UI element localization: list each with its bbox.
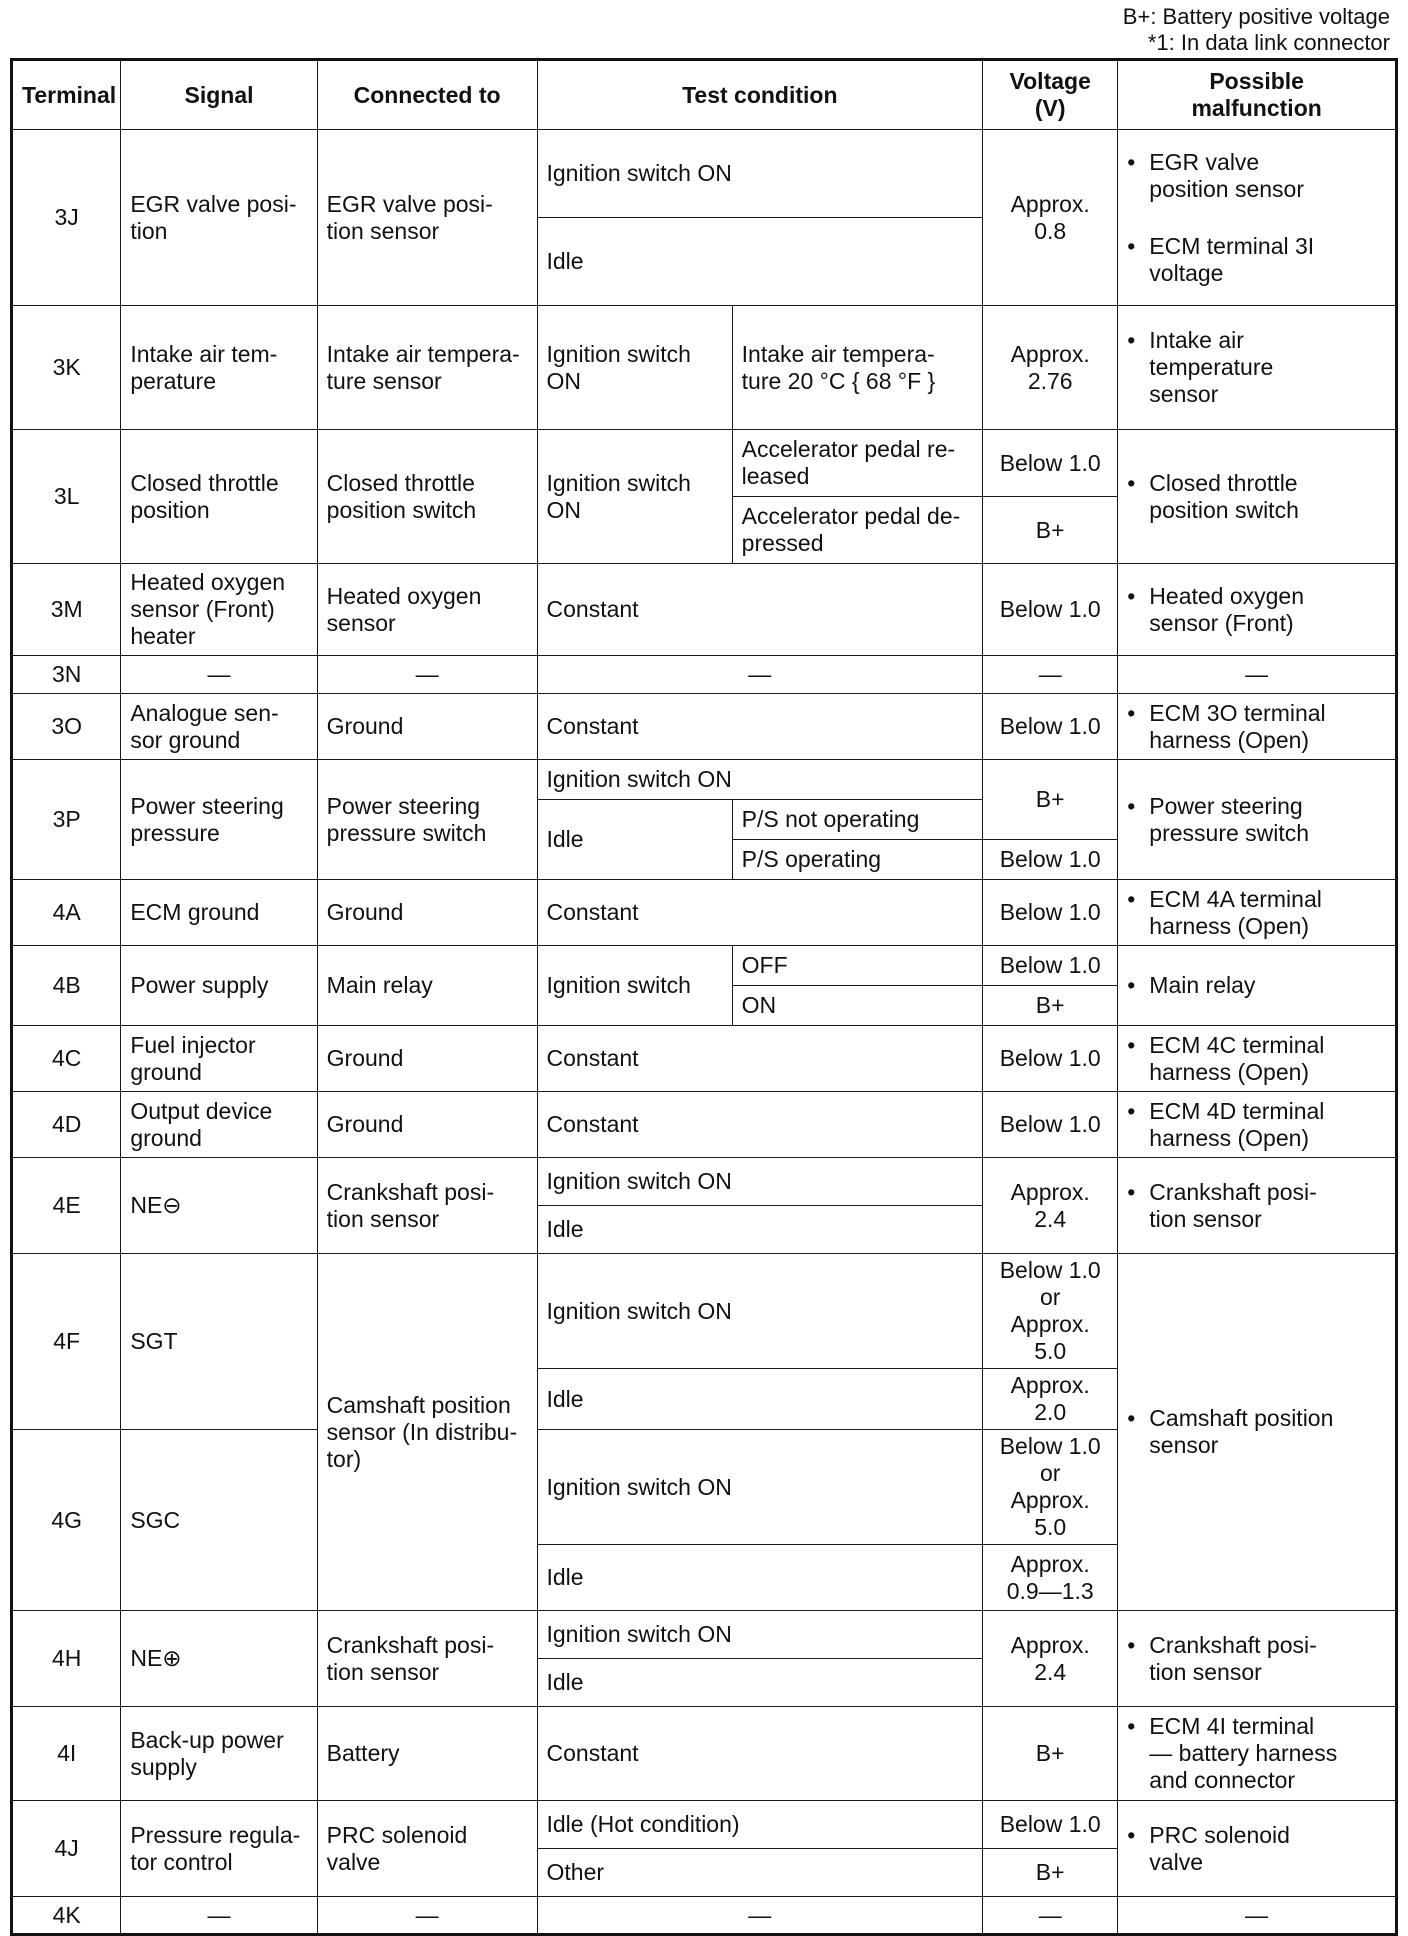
test-subcondition-cell: ON <box>732 986 982 1026</box>
bullet-icon: • <box>1127 1713 1136 1739</box>
table-row <box>12 1801 1397 1849</box>
voltage-cell: B+ <box>983 1849 1118 1897</box>
terminal-cell: 4I <box>12 1707 121 1801</box>
malfunction-cell <box>1118 1158 1397 1254</box>
malfunction-cell <box>1118 1707 1397 1801</box>
test-cell: Constant <box>537 694 983 760</box>
terminal-cell: 4G <box>12 1430 121 1611</box>
test-cell: Idle (Hot condition) <box>537 1801 983 1849</box>
legend-notes <box>1123 4 1390 56</box>
table-row <box>12 430 1397 497</box>
table-row <box>12 1158 1397 1206</box>
malfunction-text: ECM 4D terminal harness (Open) <box>1149 1097 1325 1151</box>
table-row <box>12 306 1397 430</box>
test-cell: Ignition switch ON <box>537 130 983 218</box>
malfunction-text: Heated oxygen sensor (Front) <box>1149 582 1305 636</box>
malfunction-text: Main relay <box>1149 972 1256 998</box>
test-cell: Ignition switch ON <box>537 760 983 800</box>
bullet-icon: • <box>1127 972 1136 998</box>
malfunction-text: Crankshaft posi- tion sensor <box>1149 1178 1317 1232</box>
test-cell: Ignition switch ON <box>537 1430 983 1545</box>
test-subcondition-cell: Accelerator pedal de- pressed <box>732 497 982 564</box>
test-subcondition-cell: OFF <box>732 946 982 986</box>
table-row <box>12 1026 1397 1092</box>
malfunction-cell <box>1118 694 1397 760</box>
test-cell: Ignition switch ON <box>537 306 732 430</box>
test-cell: Ignition switch ON <box>537 1611 983 1659</box>
connected-cell: PRC solenoid valve <box>317 1801 537 1897</box>
signal-cell: SGT <box>121 1254 317 1430</box>
voltage-cell: — <box>983 656 1118 694</box>
voltage-cell: Below 1.0 <box>983 946 1118 986</box>
malfunction-cell <box>1118 306 1397 430</box>
test-cell: Constant <box>537 1092 983 1158</box>
voltage-cell: Below 1.0 <box>983 1026 1118 1092</box>
table-row <box>12 1707 1397 1801</box>
connected-cell: Ground <box>317 1026 537 1092</box>
connected-cell: Heated oxygen sensor <box>317 564 537 656</box>
connected-cell: Intake air tempera- ture sensor <box>317 306 537 430</box>
malfunction-cell <box>1118 1801 1397 1897</box>
voltage-cell: Below 1.0 <box>983 430 1118 497</box>
malfunction-text: ECM 4I terminal — battery harness and connector <box>1149 1713 1338 1793</box>
table-row <box>12 656 1397 694</box>
header-voltage: Voltage (V) <box>983 60 1118 130</box>
signal-cell: Power supply <box>121 946 317 1026</box>
bullet-icon: • <box>1127 792 1136 819</box>
terminal-cell: 4A <box>12 880 121 946</box>
table-row <box>12 880 1397 946</box>
voltage-cell: Approx. 0.9—1.3 <box>983 1545 1118 1611</box>
malfunction-text: Power steering pressure switch <box>1149 792 1310 846</box>
test-subcondition-cell: P/S not operating <box>732 800 982 840</box>
test-cell: Other <box>537 1849 983 1897</box>
malfunction-cell <box>1118 1092 1397 1158</box>
test-subcondition-cell: Accelerator pedal re- leased <box>732 430 982 497</box>
terminal-cell: 3N <box>12 656 121 694</box>
malfunction-cell: — <box>1118 656 1397 694</box>
malfunction-cell <box>1118 1611 1397 1707</box>
voltage-cell: Below 1.0 or Approx. 5.0 <box>983 1430 1118 1545</box>
voltage-cell: B+ <box>983 760 1118 840</box>
voltage-cell: Approx. 2.0 <box>983 1369 1118 1430</box>
signal-cell: Intake air tem- perature <box>121 306 317 430</box>
malfunction-cell <box>1118 1026 1397 1092</box>
bullet-icon: • <box>1127 885 1136 912</box>
voltage-cell: — <box>983 1897 1118 1935</box>
bullet-icon: • <box>1127 148 1136 175</box>
malfunction-text: ECM terminal 3I voltage <box>1149 232 1315 286</box>
voltage-cell: Below 1.0 <box>983 694 1118 760</box>
signal-cell: Heated oxygen sensor (Front) heater <box>121 564 317 656</box>
header-possible-malfunction: Possible malfunction <box>1118 60 1397 130</box>
malfunction-text: Closed throttle position switch <box>1149 469 1299 523</box>
table-row <box>12 760 1397 800</box>
terminal-cell: 3M <box>12 564 121 656</box>
malfunction-text: ECM 4A terminal harness (Open) <box>1149 885 1322 939</box>
signal-cell: EGR valve posi- tion <box>121 130 317 306</box>
header-connected-to: Connected to <box>317 60 537 130</box>
bullet-icon: • <box>1127 327 1136 353</box>
signal-cell: — <box>121 1897 317 1935</box>
bullet-icon: • <box>1127 1097 1136 1124</box>
table-row <box>12 130 1397 218</box>
terminal-cell: 4K <box>12 1897 121 1935</box>
header-test-condition: Test condition <box>537 60 983 130</box>
test-subcondition-cell: P/S operating <box>732 840 982 880</box>
test-cell: Idle <box>537 1369 983 1430</box>
connected-cell: Ground <box>317 880 537 946</box>
signal-cell: SGC <box>121 1430 317 1611</box>
bullet-icon: • <box>1127 1178 1136 1205</box>
test-cell: Idle <box>537 1206 983 1254</box>
terminal-cell: 3K <box>12 306 121 430</box>
voltage-cell: Approx. 0.8 <box>983 130 1118 306</box>
note-battery: B+: Battery positive voltage <box>1122 4 1390 29</box>
malfunction-cell <box>1118 564 1397 656</box>
test-cell: Idle <box>537 1545 983 1611</box>
bullet-icon: • <box>1127 1031 1136 1058</box>
test-cell: Idle <box>537 1659 983 1707</box>
malfunction-text: Crankshaft posi- tion sensor <box>1149 1631 1317 1685</box>
table-row <box>12 1897 1397 1935</box>
test-subcondition-cell: Intake air tempera- ture 20 °C { 68 °F } <box>732 306 982 430</box>
connected-cell: — <box>317 1897 537 1935</box>
terminal-cell: 4D <box>12 1092 121 1158</box>
header-signal: Signal <box>121 60 317 130</box>
test-cell: Constant <box>537 880 983 946</box>
signal-cell: Analogue sen- sor ground <box>121 694 317 760</box>
test-cell: Ignition switch ON <box>537 430 732 564</box>
voltage-cell: Approx. 2.4 <box>983 1611 1118 1707</box>
bullet-icon: • <box>1127 1405 1136 1431</box>
malfunction-text: Intake air temperature sensor <box>1149 327 1274 407</box>
test-cell: Idle <box>537 800 732 880</box>
connected-cell: — <box>317 656 537 694</box>
test-cell: Constant <box>537 1707 983 1801</box>
signal-cell: Fuel injector ground <box>121 1026 317 1092</box>
voltage-cell: Below 1.0 <box>983 1801 1118 1849</box>
table-row <box>12 564 1397 656</box>
header-terminal: Terminal <box>12 60 121 130</box>
signal-cell: Closed throttle position <box>121 430 317 564</box>
malfunction-cell <box>1118 946 1397 1026</box>
terminal-cell: 4C <box>12 1026 121 1092</box>
malfunction-text: EGR valve position sensor <box>1149 148 1304 202</box>
connected-cell: Camshaft position sensor (In distribu- tor) <box>317 1254 537 1611</box>
malfunction-cell: — <box>1118 1897 1397 1935</box>
connected-cell: Battery <box>317 1707 537 1801</box>
bullet-icon: • <box>1127 469 1136 496</box>
voltage-cell: B+ <box>983 497 1118 564</box>
table-row <box>12 1254 1397 1369</box>
terminal-cell: 3L <box>12 430 121 564</box>
bullet-icon: • <box>1127 699 1136 726</box>
connected-cell: Crankshaft posi- tion sensor <box>317 1611 537 1707</box>
signal-cell: Output device ground <box>121 1092 317 1158</box>
signal-cell: NE⊕ <box>121 1611 317 1707</box>
terminal-cell: 4E <box>12 1158 121 1254</box>
malfunction-cell <box>1118 430 1397 564</box>
bullet-icon: • <box>1127 232 1136 259</box>
terminal-cell: 4F <box>12 1254 121 1430</box>
terminal-cell: 3P <box>12 760 121 880</box>
connected-cell: Ground <box>317 694 537 760</box>
malfunction-text: PRC solenoid valve <box>1149 1821 1290 1875</box>
test-cell: Ignition switch ON <box>537 1254 983 1369</box>
connected-cell: Main relay <box>317 946 537 1026</box>
voltage-cell: Below 1.0 <box>983 564 1118 656</box>
signal-cell: Power steering pressure <box>121 760 317 880</box>
terminal-cell: 3O <box>12 694 121 760</box>
voltage-cell: Below 1.0 <box>983 1092 1118 1158</box>
malfunction-text: Camshaft position sensor <box>1149 1405 1334 1458</box>
test-cell: Ignition switch ON <box>537 1158 983 1206</box>
test-cell: — <box>537 656 983 694</box>
test-cell: Constant <box>537 1026 983 1092</box>
malfunction-text: ECM 3O terminal harness (Open) <box>1149 699 1326 753</box>
table-row <box>12 1092 1397 1158</box>
ecm-terminal-table <box>10 58 1398 1936</box>
connected-cell: EGR valve posi- tion sensor <box>317 130 537 306</box>
table-row <box>12 1611 1397 1659</box>
terminal-cell: 4B <box>12 946 121 1026</box>
voltage-cell: Below 1.0 <box>983 880 1118 946</box>
malfunction-cell <box>1118 760 1397 880</box>
table-row <box>12 946 1397 986</box>
signal-cell: Back-up power supply <box>121 1707 317 1801</box>
voltage-cell: B+ <box>983 1707 1118 1801</box>
connected-cell: Closed throttle position switch <box>317 430 537 564</box>
header-row <box>12 60 1397 130</box>
malfunction-cell <box>1118 130 1397 306</box>
test-cell: Constant <box>537 564 983 656</box>
test-cell: Ignition switch <box>537 946 732 1026</box>
bullet-icon: • <box>1127 1821 1136 1848</box>
signal-cell: ECM ground <box>121 880 317 946</box>
terminal-cell: 4H <box>12 1611 121 1707</box>
bullet-icon: • <box>1127 582 1136 609</box>
connected-cell: Power steering pressure switch <box>317 760 537 880</box>
signal-cell: — <box>121 656 317 694</box>
voltage-cell: Below 1.0 <box>983 840 1118 880</box>
terminal-cell: 4J <box>12 1801 121 1897</box>
malfunction-cell <box>1118 880 1397 946</box>
voltage-cell: Below 1.0 or Approx. 5.0 <box>983 1254 1118 1369</box>
connected-cell: Crankshaft posi- tion sensor <box>317 1158 537 1254</box>
voltage-cell: B+ <box>983 986 1118 1026</box>
malfunction-text: ECM 4C terminal harness (Open) <box>1149 1031 1325 1085</box>
signal-cell: NE⊖ <box>121 1158 317 1254</box>
connected-cell: Ground <box>317 1092 537 1158</box>
note-data-link: *1: In data link connector <box>1147 30 1390 55</box>
table-row <box>12 694 1397 760</box>
test-cell: — <box>537 1897 983 1935</box>
voltage-cell: Approx. 2.76 <box>983 306 1118 430</box>
test-cell: Idle <box>537 218 983 306</box>
voltage-cell: Approx. 2.4 <box>983 1158 1118 1254</box>
bullet-icon: • <box>1127 1631 1136 1658</box>
malfunction-cell <box>1118 1254 1397 1611</box>
terminal-cell: 3J <box>12 130 121 306</box>
signal-cell: Pressure regula- tor control <box>121 1801 317 1897</box>
